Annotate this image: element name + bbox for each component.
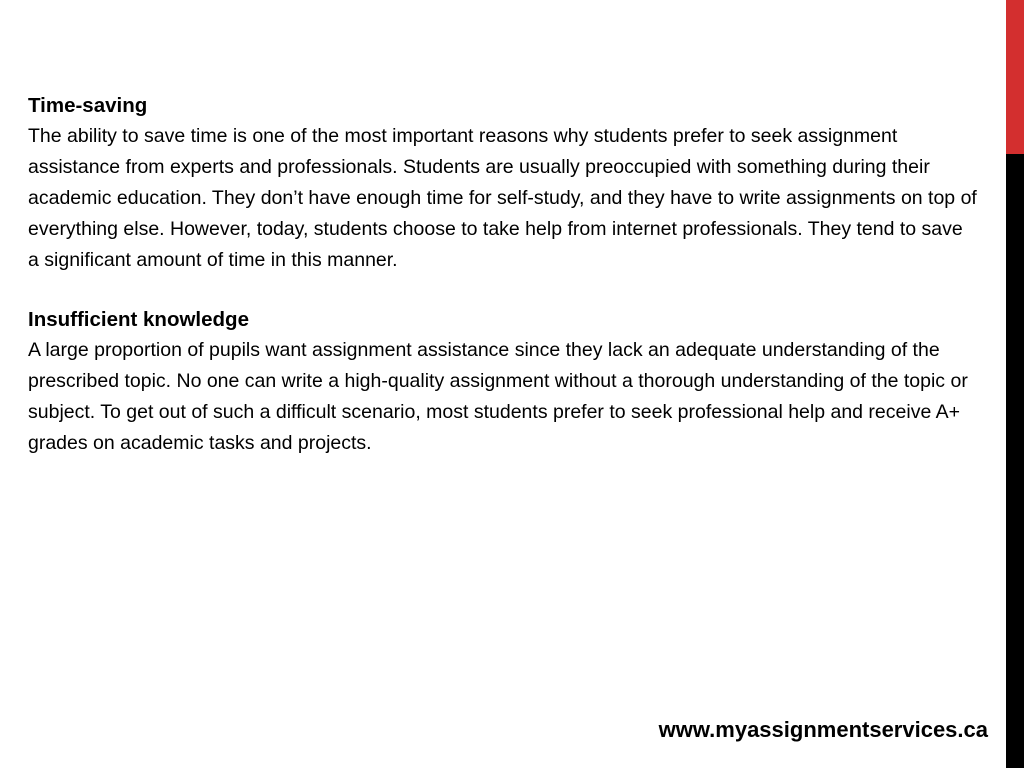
section-body: A large proportion of pupils want assignment assistance since they lack an adequate understanding of the prescribed topic. No one can write a high-quality assignment without a thorough understanding of the topic or subject. To get out of such a difficult scenario, most students prefer to seek professional help and receive A+ grades on academic tasks and projects. — [28, 339, 968, 454]
footer-website-url: www.myassignmentservices.ca — [658, 717, 988, 742]
section-body: The ability to save time is one of the most important reasons why students prefer to seek assignment assistance from experts and professionals. Students are usually preoccupied with something during their academic education. They don’t have enough time for self-study, and they have to write assignments on top of everything else. However, today, students choose to take help from internet professionals. They tend to save a significant amount of time in this manner. — [28, 125, 977, 271]
section-insufficient-knowledge — [28, 304, 978, 459]
side-bar-accent — [1006, 0, 1024, 154]
side-bar-dark — [1006, 154, 1024, 768]
slide-content — [28, 90, 978, 487]
section-heading: Insufficient knowledge — [28, 308, 249, 331]
section-time-saving — [28, 90, 978, 276]
section-heading: Time-saving — [28, 94, 148, 117]
side-bar — [1006, 0, 1024, 768]
